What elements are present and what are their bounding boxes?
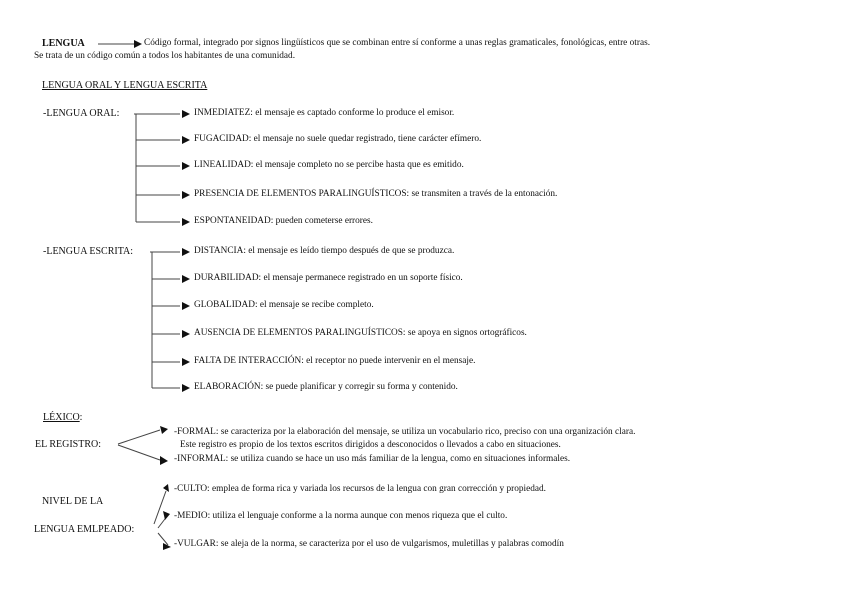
oral-item-text: el mensaje no suele quedar registrado, tiene carácter efímero. bbox=[253, 134, 482, 144]
lengua-definition: Código formal, integrado por signos lingüísticos que se combinan entre sí conforme a unas reglas gramaticales, fonológicas, entre otras. bbox=[144, 38, 651, 48]
nivel-item-term: -CULTO: bbox=[174, 484, 210, 494]
oral-label: -LENGUA ORAL: bbox=[43, 108, 120, 119]
lexico-heading-text: LÉXICO bbox=[43, 412, 80, 423]
lexico-heading bbox=[43, 413, 82, 423]
escrita-item-text: el receptor no puede intervenir en el mensaje. bbox=[306, 356, 476, 366]
lexico-heading-colon: : bbox=[79, 412, 83, 423]
oral-item-text: se transmiten a través de la entonación. bbox=[411, 189, 558, 199]
oral-item-text: el mensaje completo no se percibe hasta que es emitido. bbox=[255, 160, 464, 170]
formal-term: -FORMAL: bbox=[174, 427, 219, 437]
nivel-label-line1: NIVEL DE LA bbox=[42, 496, 104, 507]
escrita-item-text: se puede planificar y corregir su forma y contenido. bbox=[265, 382, 458, 392]
arrowheads bbox=[134, 40, 190, 550]
nivel-item-text: emplea de forma rica y variada los recursos de la lengua con gran corrección y propiedad. bbox=[211, 484, 547, 494]
registro-formal-cont: Este registro es propio de los textos escritos dirigidos a desconocidos o llevados a cabo en situaciones. bbox=[180, 440, 561, 450]
escrita-item bbox=[194, 383, 458, 392]
escrita-item-text: se apoya en signos ortográficos. bbox=[407, 328, 527, 338]
escrita-item-term: AUSENCIA DE ELEMENTOS PARALINGUÍSTICOS: bbox=[194, 328, 406, 338]
escrita-item-term: ELABORACIÓN: bbox=[194, 382, 264, 392]
escrita-item-text: el mensaje es leído tiempo después de que se produzca. bbox=[248, 246, 455, 256]
escrita-label: -LENGUA ESCRITA: bbox=[43, 246, 134, 257]
section-heading-oral-escrita: LENGUA ORAL Y LENGUA ESCRITA bbox=[42, 80, 208, 91]
nivel-item-term: -VULGAR: bbox=[174, 539, 219, 549]
escrita-item bbox=[194, 274, 463, 283]
oral-item-term: ESPONTANEIDAD: bbox=[194, 216, 274, 226]
oral-item bbox=[194, 190, 557, 199]
oral-item bbox=[194, 135, 481, 144]
nivel-item bbox=[174, 540, 564, 549]
oral-item bbox=[194, 161, 464, 170]
escrita-item bbox=[194, 247, 454, 256]
lengua-term: LENGUA bbox=[42, 38, 85, 49]
escrita-item-text: el mensaje permanece registrado en un soporte físico. bbox=[263, 273, 463, 283]
escrita-item-text: el mensaje se recibe completo. bbox=[259, 300, 374, 310]
escrita-item-term: DISTANCIA: bbox=[194, 246, 246, 256]
escrita-item-term: GLOBALIDAD: bbox=[194, 300, 258, 310]
lengua-arrowhead bbox=[134, 40, 142, 48]
nivel-item-text: utiliza el lenguaje conforme a la norma aunque con menos riqueza que el culto. bbox=[212, 511, 508, 521]
intro-line bbox=[42, 39, 85, 49]
escrita-item bbox=[194, 357, 475, 366]
nivel-label-line2: LENGUA EMLPEADO: bbox=[34, 524, 135, 535]
oral-item-term: LINEALIDAD: bbox=[194, 160, 254, 170]
registro-label: EL REGISTRO: bbox=[35, 439, 102, 450]
oral-item-term: INMEDIATEZ: bbox=[194, 108, 253, 118]
escrita-item-term: DURABILIDAD: bbox=[194, 273, 262, 283]
nivel-item-text: se aleja de la norma, se caracteriza por el uso de vulgarismos, muletillas y palabras comodín bbox=[220, 539, 564, 549]
nivel-item bbox=[174, 485, 546, 494]
registro-formal bbox=[174, 428, 635, 437]
registro-informal bbox=[174, 455, 570, 464]
escrita-item-term: FALTA DE INTERACCIÓN: bbox=[194, 356, 304, 366]
nivel-item bbox=[174, 512, 507, 521]
formal-text: se caracteriza por la elaboración del mensaje, se utiliza un vocabulario rico, preciso con una organización clara. bbox=[220, 427, 636, 437]
informal-term: -INFORMAL: bbox=[174, 454, 229, 464]
oral-item-text: el mensaje es captado conforme lo produce el emisor. bbox=[255, 108, 455, 118]
oral-item-term: FUGACIDAD: bbox=[194, 134, 252, 144]
oral-item-term: PRESENCIA DE ELEMENTOS PARALINGUÍSTICOS: bbox=[194, 189, 410, 199]
informal-text: se utiliza cuando se hace un uso más familiar de la lengua, como en situaciones informales. bbox=[230, 454, 571, 464]
oral-item bbox=[194, 217, 373, 226]
nivel-item-term: -MEDIO: bbox=[174, 511, 211, 521]
lengua-definition-continued: Se trata de un código común a todos los habitantes de una comunidad. bbox=[34, 51, 296, 61]
escrita-item bbox=[194, 329, 527, 338]
oral-item bbox=[194, 109, 454, 118]
oral-item-text: pueden cometerse errores. bbox=[275, 216, 373, 226]
escrita-item bbox=[194, 301, 374, 310]
